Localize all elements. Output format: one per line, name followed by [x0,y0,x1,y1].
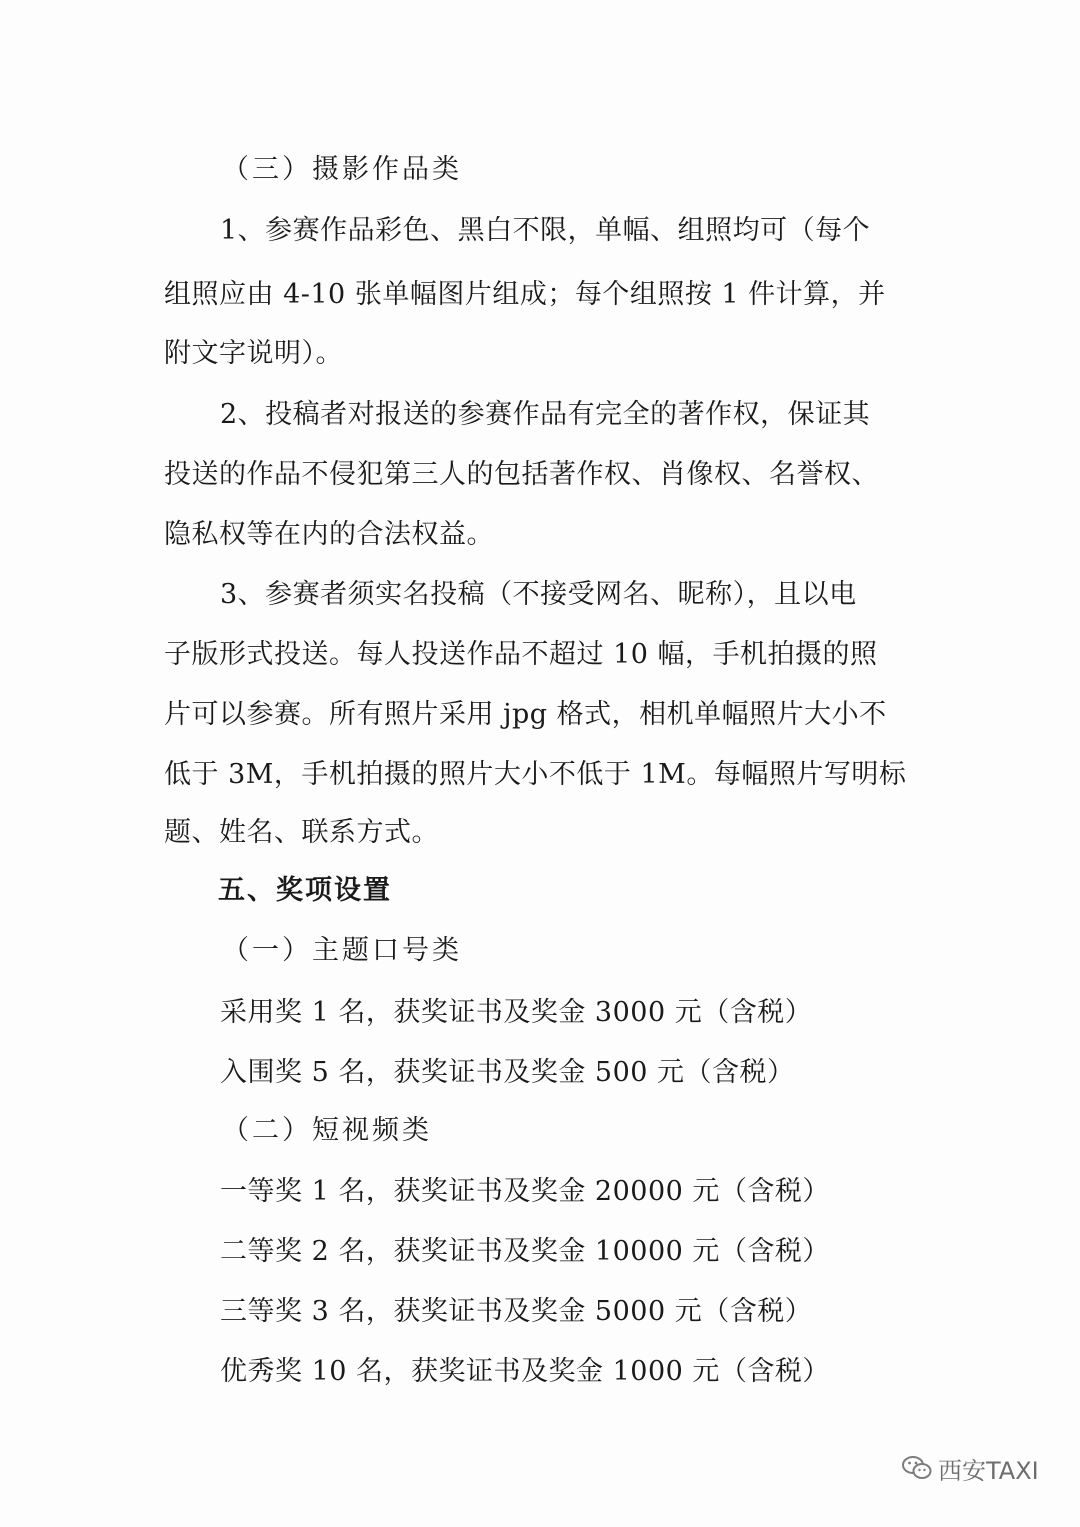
photo-rule-3-line-5: 题、姓名、联系方式。 [164,817,439,848]
photo-rule-2-line-1: 2、投稿者对报送的参赛作品有完全的著作权，保证其 [220,399,871,430]
video-award-item: 一等奖 1 名，获奖证书及奖金 20000 元（含税） [220,1176,830,1207]
video-award-item: 优秀奖 10 名，获奖证书及奖金 1000 元（含税） [220,1356,830,1387]
video-award-item: 二等奖 2 名，获奖证书及奖金 10000 元（含税） [220,1236,830,1267]
photo-rule-1-line-3: 附文字说明）。 [164,338,343,369]
photo-rule-3-line-1: 3、参赛者须实名投稿（不接受网名、昵称），且以电 [220,579,857,610]
photo-section-heading: （三）摄影作品类 [222,154,462,185]
slogan-category-heading: （一）主题口号类 [222,935,462,966]
video-category-heading: （二）短视频类 [222,1115,432,1146]
wechat-icon [902,1455,932,1481]
photo-rule-2-line-2: 投送的作品不侵犯第三人的包括著作权、肖像权、名誉权、 [164,459,879,490]
photo-rule-1-line-1: 1、参赛作品彩色、黑白不限，单幅、组照均可（每个 [220,215,871,246]
photo-rule-1-line-2: 组照应由 4-10 张单幅图片组成；每个组照按 1 件计算，并 [164,279,886,310]
slogan-award-item: 采用奖 1 名，获奖证书及奖金 3000 元（含税） [220,997,813,1028]
photo-rule-3-line-2: 子版形式投送。每人投送作品不超过 10 幅，手机拍摄的照 [164,639,878,670]
watermark-text: 西安TAXI [938,1456,1039,1485]
awards-section-heading: 五、奖项设置 [218,875,392,906]
video-award-item: 三等奖 3 名，获奖证书及奖金 5000 元（含税） [220,1296,813,1327]
photo-rule-2-line-3: 隐私权等在内的合法权益。 [164,519,494,550]
slogan-award-item: 入围奖 5 名，获奖证书及奖金 500 元（含税） [220,1057,795,1088]
photo-rule-3-line-4: 低于 3M，手机拍摄的照片大小不低于 1M。每幅照片写明标 [164,759,907,790]
source-watermark [902,1446,1039,1490]
photo-rule-3-line-3: 片可以参赛。所有照片采用 jpg 格式，相机单幅照片大小不 [164,699,887,730]
